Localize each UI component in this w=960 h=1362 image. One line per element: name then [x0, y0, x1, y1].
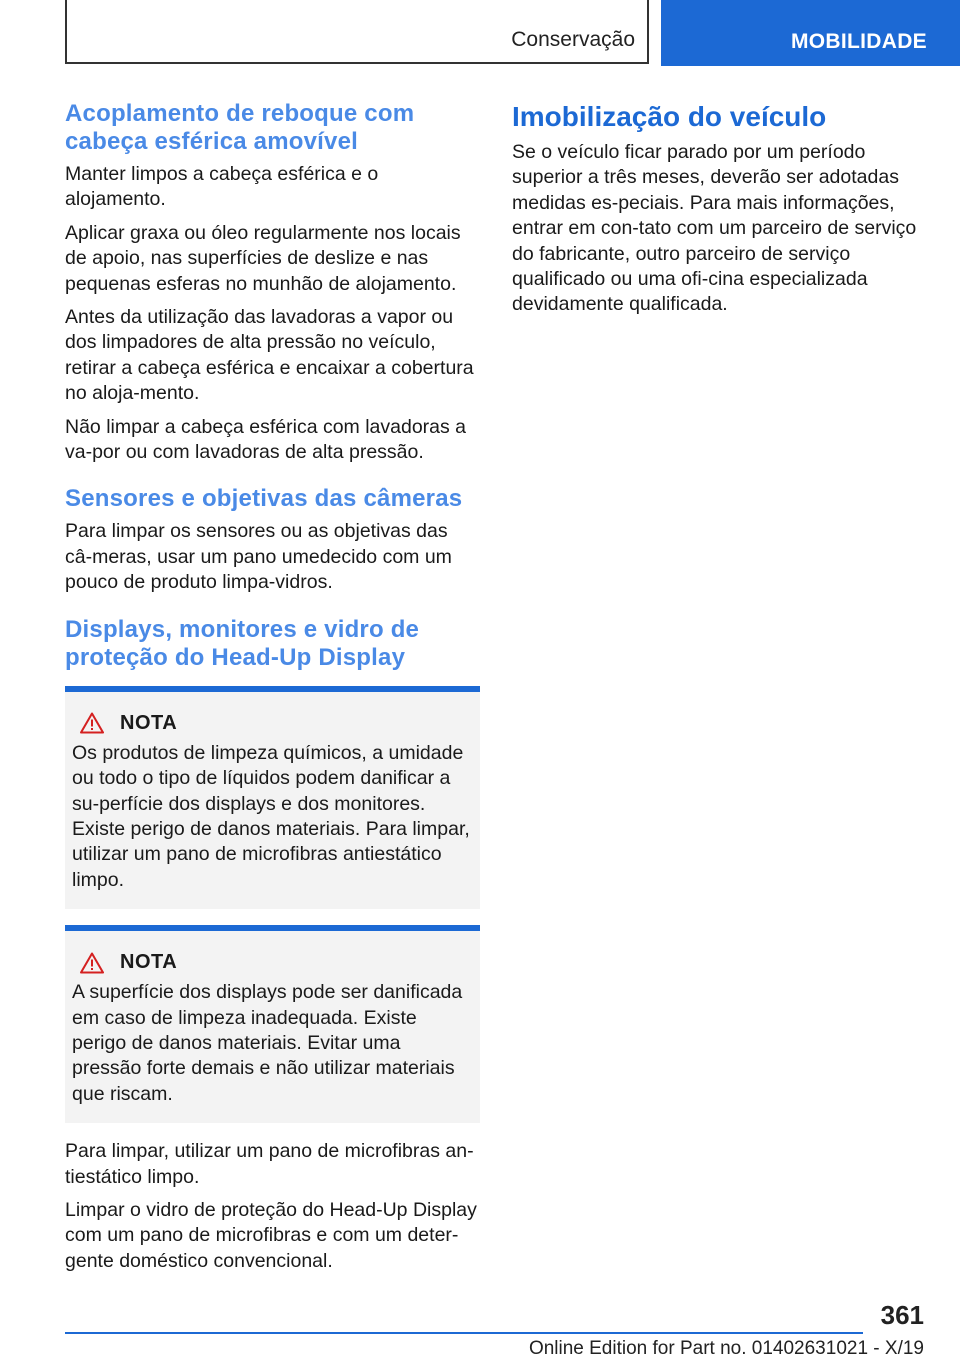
paragraph: Antes da utilização das lavadoras a vapor ou dos limpadores de alta pressão no veículo, retirar a cabeça esférica e encaixar a cobertura no aloja-mento.	[65, 306, 474, 405]
paragraph: Para limpar, utilizar um pano de microfibras an-tiestático limpo.	[65, 1140, 474, 1188]
header-chapter-label: MOBILIDADE	[791, 30, 927, 53]
paragraph: Aplicar graxa ou óleo regularmente nos locais de apoio, nas superfícies de deslize e nas pequenas esferas no munhão de alojamento.	[65, 221, 461, 295]
warning-note	[65, 686, 480, 909]
note-title: NOTA	[120, 951, 178, 974]
warning-note	[65, 925, 480, 1123]
left-column	[65, 100, 480, 1282]
right-column	[512, 100, 932, 326]
note-text: A superfície dos displays pode ser danificada em caso de limpeza inadequada. Existe perigo de danos materiais. Evitar uma pressão forte demais e não utilizar materiais que riscam.	[72, 981, 463, 1105]
paragraph: Limpar o vidro de proteção do Head-Up Display com um pano de microfibras e com um deter-gente doméstico convencional.	[65, 1198, 477, 1272]
footer-divider	[65, 1332, 863, 1334]
heading-tow-hitch: Acoplamento de reboque com cabeça esférica amovível	[65, 100, 415, 155]
heading-sensors-cameras: Sensores e objetivas das câmeras	[65, 485, 463, 513]
header-chapter-tab	[661, 0, 960, 66]
footer-edition: Online Edition for Part no. 01402631021 - X/19	[528, 1338, 924, 1359]
warning-triangle-icon	[80, 712, 104, 734]
heading-vehicle-immobilization: Imobilização do veículo	[512, 101, 827, 132]
warning-triangle-icon	[80, 952, 104, 974]
heading-displays: Displays, monitores e vidro de proteção do Head-Up Display	[65, 615, 420, 671]
note-title: NOTA	[120, 711, 178, 734]
paragraph: Se o veículo ficar parado por um período superior a três meses, deverão ser adotadas medidas es-peciais. Para mais informações, entrar em con-tato com um parceiro de serviço do fabricante, outro parceiro de serviço qualificado ou uma ofi-cina especializada devidamente qualificada.	[512, 141, 917, 316]
paragraph: Não limpar a cabeça esférica com lavadoras a va-por ou com lavadoras de alta pressão.	[65, 415, 467, 464]
note-text: Os produtos de limpeza químicos, a umidade ou todo o tipo de líquidos podem danificar a su-perfície dos displays e dos monitores. Existe perigo de danos materiais. Para limpar, utilizar um pano de microfibras antiestático limpo.	[72, 741, 470, 891]
header-section-title: Conservação	[511, 28, 635, 51]
paragraph: Manter limpos a cabeça esférica e o alojamento.	[65, 163, 379, 211]
page-number: 361	[880, 1300, 924, 1330]
paragraph: Para limpar os sensores ou as objetivas das câ-meras, usar um pano umedecido com um pouco de produto limpa-vidros.	[65, 520, 452, 594]
header-section-box	[65, 0, 649, 64]
